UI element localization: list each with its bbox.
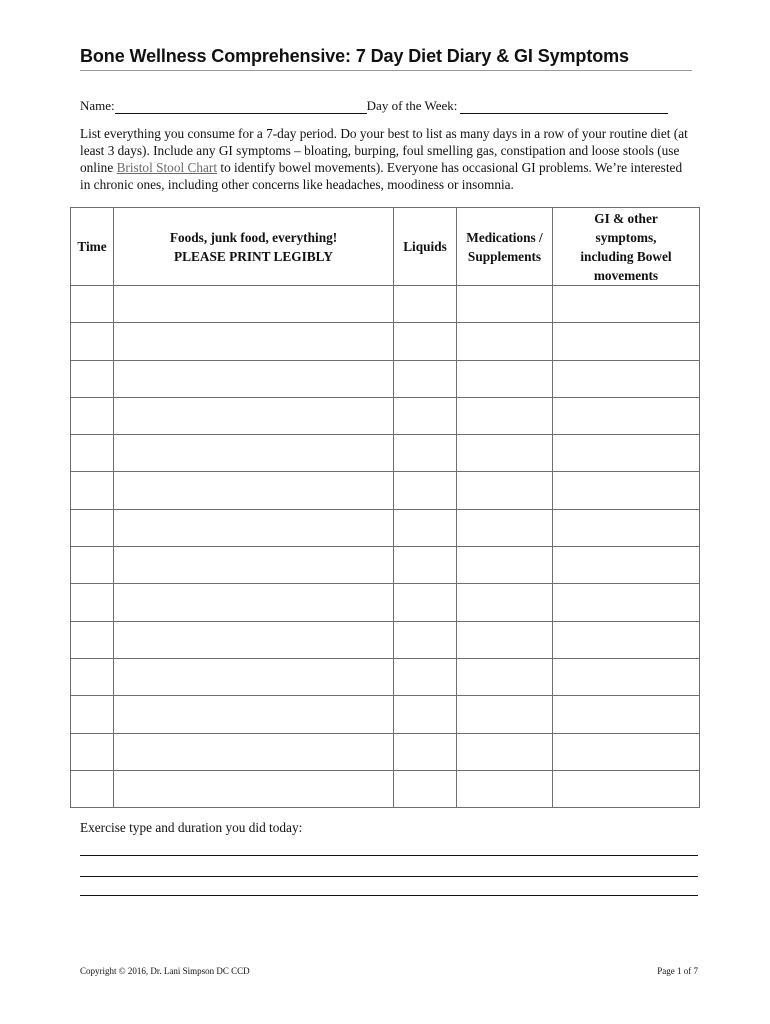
table-row [71, 547, 700, 584]
liquids-cell[interactable] [394, 621, 457, 658]
exercise-line-1[interactable] [80, 855, 698, 856]
table-row [71, 360, 700, 397]
table-row [71, 509, 700, 546]
foods-cell[interactable] [114, 621, 394, 658]
header-gi-symptoms: GI & other symptoms, including Bowel movements [553, 208, 700, 286]
time-cell[interactable] [71, 323, 114, 360]
table-row [71, 472, 700, 509]
day-of-week-label: Day of the Week: [366, 98, 458, 113]
time-cell[interactable] [71, 547, 114, 584]
gi-symptoms-cell[interactable] [553, 621, 700, 658]
medications-cell[interactable] [457, 286, 553, 323]
gi-symptoms-cell[interactable] [553, 696, 700, 733]
foods-cell[interactable] [114, 472, 394, 509]
gi-symptoms-cell[interactable] [553, 397, 700, 434]
time-cell[interactable] [71, 397, 114, 434]
foods-cell[interactable] [114, 770, 394, 807]
liquids-cell[interactable] [394, 286, 457, 323]
medications-cell[interactable] [457, 733, 553, 770]
medications-cell[interactable] [457, 658, 553, 695]
liquids-cell[interactable] [394, 435, 457, 472]
diet-diary-table [70, 207, 700, 808]
liquids-cell[interactable] [394, 323, 457, 360]
liquids-cell[interactable] [394, 658, 457, 695]
gi-symptoms-cell[interactable] [553, 547, 700, 584]
medications-cell[interactable] [457, 547, 553, 584]
medications-cell[interactable] [457, 770, 553, 807]
time-cell[interactable] [71, 658, 114, 695]
table-row [71, 733, 700, 770]
table-row [71, 286, 700, 323]
instructions-text-end: to identify bowel movements). Everyone has occasional GI problems. We’re interested in chronic ones, including other concerns like headaches, moodiness or insomnia. [80, 160, 683, 192]
liquids-cell[interactable] [394, 397, 457, 434]
liquids-cell[interactable] [394, 584, 457, 621]
time-cell[interactable] [71, 621, 114, 658]
table-row [71, 658, 700, 695]
gi-symptoms-cell[interactable] [553, 360, 700, 397]
gi-symptoms-cell[interactable] [553, 509, 700, 546]
time-cell[interactable] [71, 770, 114, 807]
foods-cell[interactable] [114, 696, 394, 733]
header-medications: Medications / Supplements [457, 208, 553, 286]
medications-cell[interactable] [457, 509, 553, 546]
page-number: Page 1 of 7 [657, 966, 698, 976]
table-row [71, 696, 700, 733]
name-input-line[interactable] [115, 101, 367, 114]
liquids-cell[interactable] [394, 547, 457, 584]
day-of-week-input-line[interactable] [460, 101, 668, 114]
gi-symptoms-cell[interactable] [553, 286, 700, 323]
time-cell[interactable] [71, 584, 114, 621]
time-cell[interactable] [71, 472, 114, 509]
header-liquids: Liquids [394, 208, 457, 286]
foods-cell[interactable] [114, 360, 394, 397]
time-cell[interactable] [71, 696, 114, 733]
gi-symptoms-cell[interactable] [553, 584, 700, 621]
medications-cell[interactable] [457, 397, 553, 434]
foods-cell[interactable] [114, 509, 394, 546]
gi-symptoms-cell[interactable] [553, 733, 700, 770]
time-cell[interactable] [71, 360, 114, 397]
exercise-line-3[interactable] [80, 895, 698, 896]
header-foods: Foods, junk food, everything! PLEASE PRINT LEGIBLY [114, 208, 394, 286]
name-label: Name: [80, 98, 115, 113]
table-header-row [71, 208, 700, 286]
liquids-cell[interactable] [394, 696, 457, 733]
time-cell[interactable] [71, 733, 114, 770]
foods-cell[interactable] [114, 323, 394, 360]
exercise-label: Exercise type and duration you did today: [80, 820, 303, 835]
time-cell[interactable] [71, 435, 114, 472]
gi-symptoms-cell[interactable] [553, 472, 700, 509]
medications-cell[interactable] [457, 621, 553, 658]
table-row [71, 435, 700, 472]
medications-cell[interactable] [457, 435, 553, 472]
liquids-cell[interactable] [394, 360, 457, 397]
gi-symptoms-cell[interactable] [553, 770, 700, 807]
gi-symptoms-cell[interactable] [553, 323, 700, 360]
liquids-cell[interactable] [394, 733, 457, 770]
table-row [71, 621, 700, 658]
foods-cell[interactable] [114, 286, 394, 323]
medications-cell[interactable] [457, 472, 553, 509]
medications-cell[interactable] [457, 323, 553, 360]
medications-cell[interactable] [457, 360, 553, 397]
table-row [71, 323, 700, 360]
time-cell[interactable] [71, 286, 114, 323]
bristol-stool-chart-link[interactable]: Bristol Stool Chart [116, 160, 218, 175]
foods-cell[interactable] [114, 435, 394, 472]
foods-cell[interactable] [114, 658, 394, 695]
medications-cell[interactable] [457, 584, 553, 621]
foods-cell[interactable] [114, 733, 394, 770]
page-title: Bone Wellness Comprehensive: 7 Day Diet Diary & GI Symptoms [80, 46, 692, 71]
foods-cell[interactable] [114, 584, 394, 621]
table-row [71, 584, 700, 621]
liquids-cell[interactable] [394, 770, 457, 807]
liquids-cell[interactable] [394, 472, 457, 509]
instructions-paragraph [80, 125, 692, 193]
foods-cell[interactable] [114, 547, 394, 584]
diary-entries [71, 286, 700, 808]
instructions-text-start: List everything you consume for a 7-day period. Do your best to list as many days in a row of your routine diet (at least 3 days). Include any GI symptoms – bloating, burping, foul smelling gas, constipation and loose stools (use online [80, 126, 688, 175]
exercise-line-2[interactable] [80, 876, 698, 877]
foods-cell[interactable] [114, 397, 394, 434]
time-cell[interactable] [71, 509, 114, 546]
copyright-footer: Copyright © 2016, Dr. Lani Simpson DC CCD [80, 966, 250, 976]
liquids-cell[interactable] [394, 509, 457, 546]
name-day-fields [80, 98, 692, 114]
table-row [71, 770, 700, 807]
gi-symptoms-cell[interactable] [553, 658, 700, 695]
medications-cell[interactable] [457, 696, 553, 733]
header-time: Time [71, 208, 114, 286]
table-row [71, 397, 700, 434]
gi-symptoms-cell[interactable] [553, 435, 700, 472]
